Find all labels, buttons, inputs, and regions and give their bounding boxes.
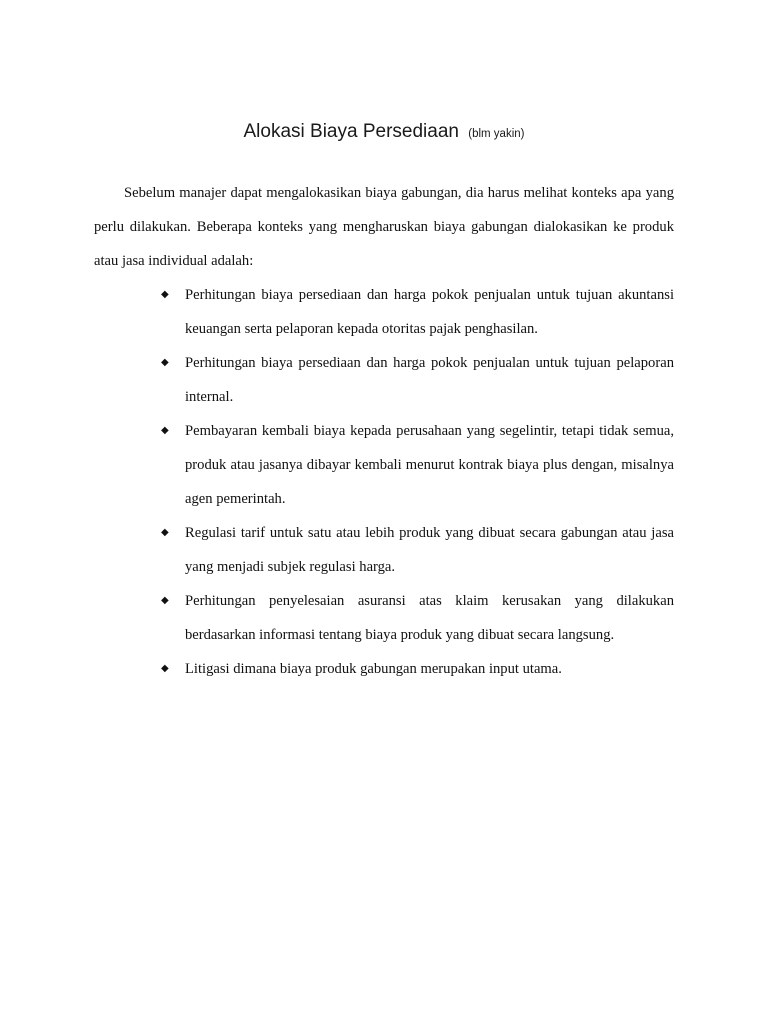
- diamond-bullet-icon: ◆: [161, 663, 169, 674]
- bullet-item: [94, 516, 674, 584]
- bullet-item: [94, 414, 674, 516]
- intro-paragraph: Sebelum manajer dapat mengalokasikan biaya gabungan, dia harus melihat konteks apa yang perlu dilakukan. Beberapa konteks yang mengharuskan biaya gabungan dialokasikan ke produk atau jasa individual adalah:: [94, 185, 674, 269]
- diamond-bullet-icon: ◆: [161, 425, 169, 436]
- bullet-text: Perhitungan penyelesaian asuransi atas klaim kerusakan yang dilakukan berdasarkan informasi tentang biaya produk yang dibuat secara langsung.: [185, 593, 674, 643]
- bullet-item: [94, 584, 674, 652]
- bullet-text: Regulasi tarif untuk satu atau lebih produk yang dibuat secara gabungan atau jasa yang menjadi subjek regulasi harga.: [185, 525, 674, 575]
- bullet-item: [94, 278, 674, 346]
- bullet-text: Litigasi dimana biaya produk gabungan merupakan input utama.: [185, 661, 562, 677]
- diamond-bullet-icon: ◆: [161, 357, 169, 368]
- diamond-bullet-icon: ◆: [161, 289, 169, 300]
- diamond-bullet-icon: ◆: [161, 527, 169, 538]
- title-text: Alokasi Biaya Persediaan: [243, 121, 459, 142]
- document-title: [0, 121, 768, 143]
- bullet-text: Perhitungan biaya persediaan dan harga pokok penjualan untuk tujuan akuntansi keuangan serta pelaporan kepada otoritas pajak penghasilan.: [185, 287, 674, 337]
- bullet-text: Pembayaran kembali biaya kepada perusahaan yang segelintir, tetapi tidak semua, produk atau jasanya dibayar kembali menurut kontrak biaya plus dengan, misalnya agen pemerintah.: [185, 423, 674, 507]
- bullet-item: [94, 652, 674, 686]
- bullet-list: [94, 278, 674, 686]
- bullet-item: [94, 346, 674, 414]
- bullet-text: Perhitungan biaya persediaan dan harga pokok penjualan untuk tujuan pelaporan internal.: [185, 355, 674, 405]
- title-note: (blm yakin): [468, 128, 525, 140]
- diamond-bullet-icon: ◆: [161, 595, 169, 606]
